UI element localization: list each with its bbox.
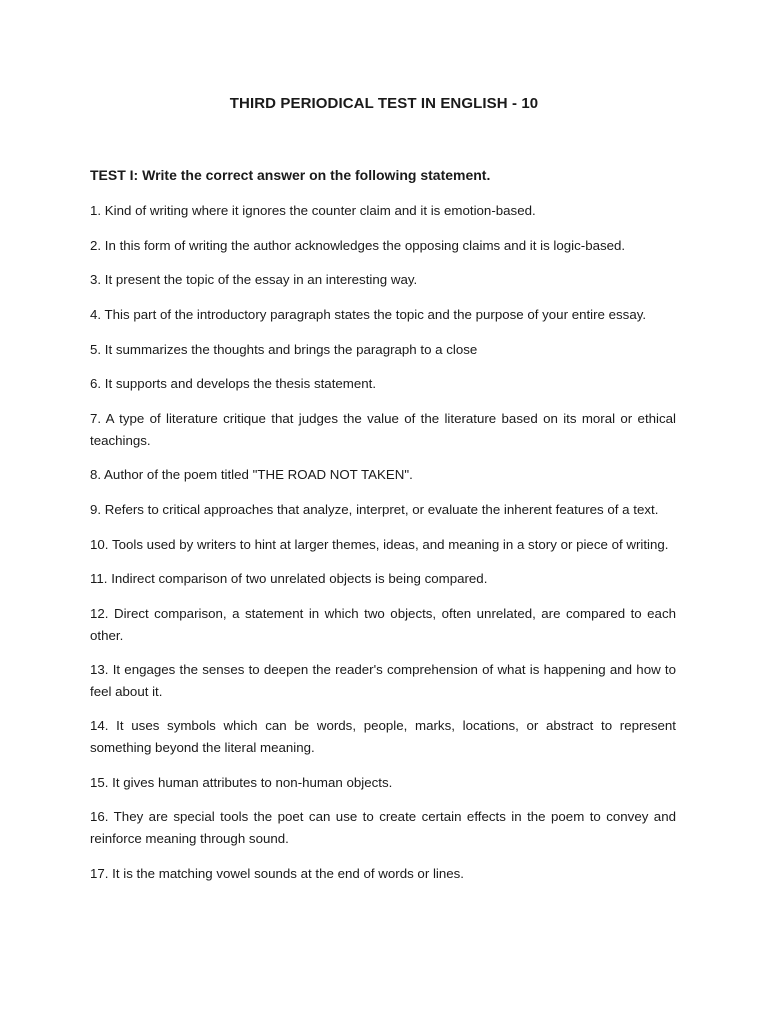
- question-item: 10. Tools used by writers to hint at larger themes, ideas, and meaning in a story or piece of writing.: [90, 536, 669, 552]
- question-item: 14. It uses symbols which can be words, people, marks, locations, or abstract to represent something beyond the literal meaning.: [90, 718, 676, 755]
- question-item: 8. Author of the poem titled "THE ROAD NOT TAKEN".: [90, 467, 413, 483]
- question-item: 13. It engages the senses to deepen the reader's comprehension of what is happening and how to feel about it.: [90, 662, 676, 699]
- question-item: 6. It supports and develops the thesis statement.: [90, 376, 377, 392]
- question-item: 9. Refers to critical approaches that analyze, interpret, or evaluate the inherent features of a text.: [90, 502, 659, 517]
- question-item: 11. Indirect comparison of two unrelated objects is being compared.: [90, 571, 488, 587]
- question-item: 1. Kind of writing where it ignores the counter claim and it is emotion-based.: [90, 203, 536, 218]
- question-item: 5. It summarizes the thoughts and brings the paragraph to a close: [90, 341, 478, 357]
- document-title: THIRD PERIODICAL TEST IN ENGLISH - 10: [229, 95, 539, 112]
- question-item: 2. In this form of writing the author acknowledges the opposing claims and it is logic-based.: [90, 237, 626, 253]
- question-item: 17. It is the matching vowel sounds at the end of words or lines.: [90, 865, 464, 881]
- question-item: 15. It gives human attributes to non-human objects.: [90, 774, 393, 790]
- question-item: 12. Direct comparison, a statement in which two objects, often unrelated, are compared to each other.: [90, 606, 676, 643]
- question-item: 16. They are special tools the poet can use to create certain effects in the poem to convey and reinforce meaning through sound.: [90, 809, 676, 846]
- section-heading: TEST I: Write the correct answer on the following statement.: [90, 167, 491, 183]
- question-item: 3. It present the topic of the essay in an interesting way.: [90, 272, 418, 288]
- question-list: [90, 200, 676, 897]
- question-item: 4. This part of the introductory paragraph states the topic and the purpose of your entire essay.: [90, 307, 647, 323]
- question-item: 7. A type of literature critique that judges the value of the literature based on its moral or ethical teachings.: [90, 411, 676, 448]
